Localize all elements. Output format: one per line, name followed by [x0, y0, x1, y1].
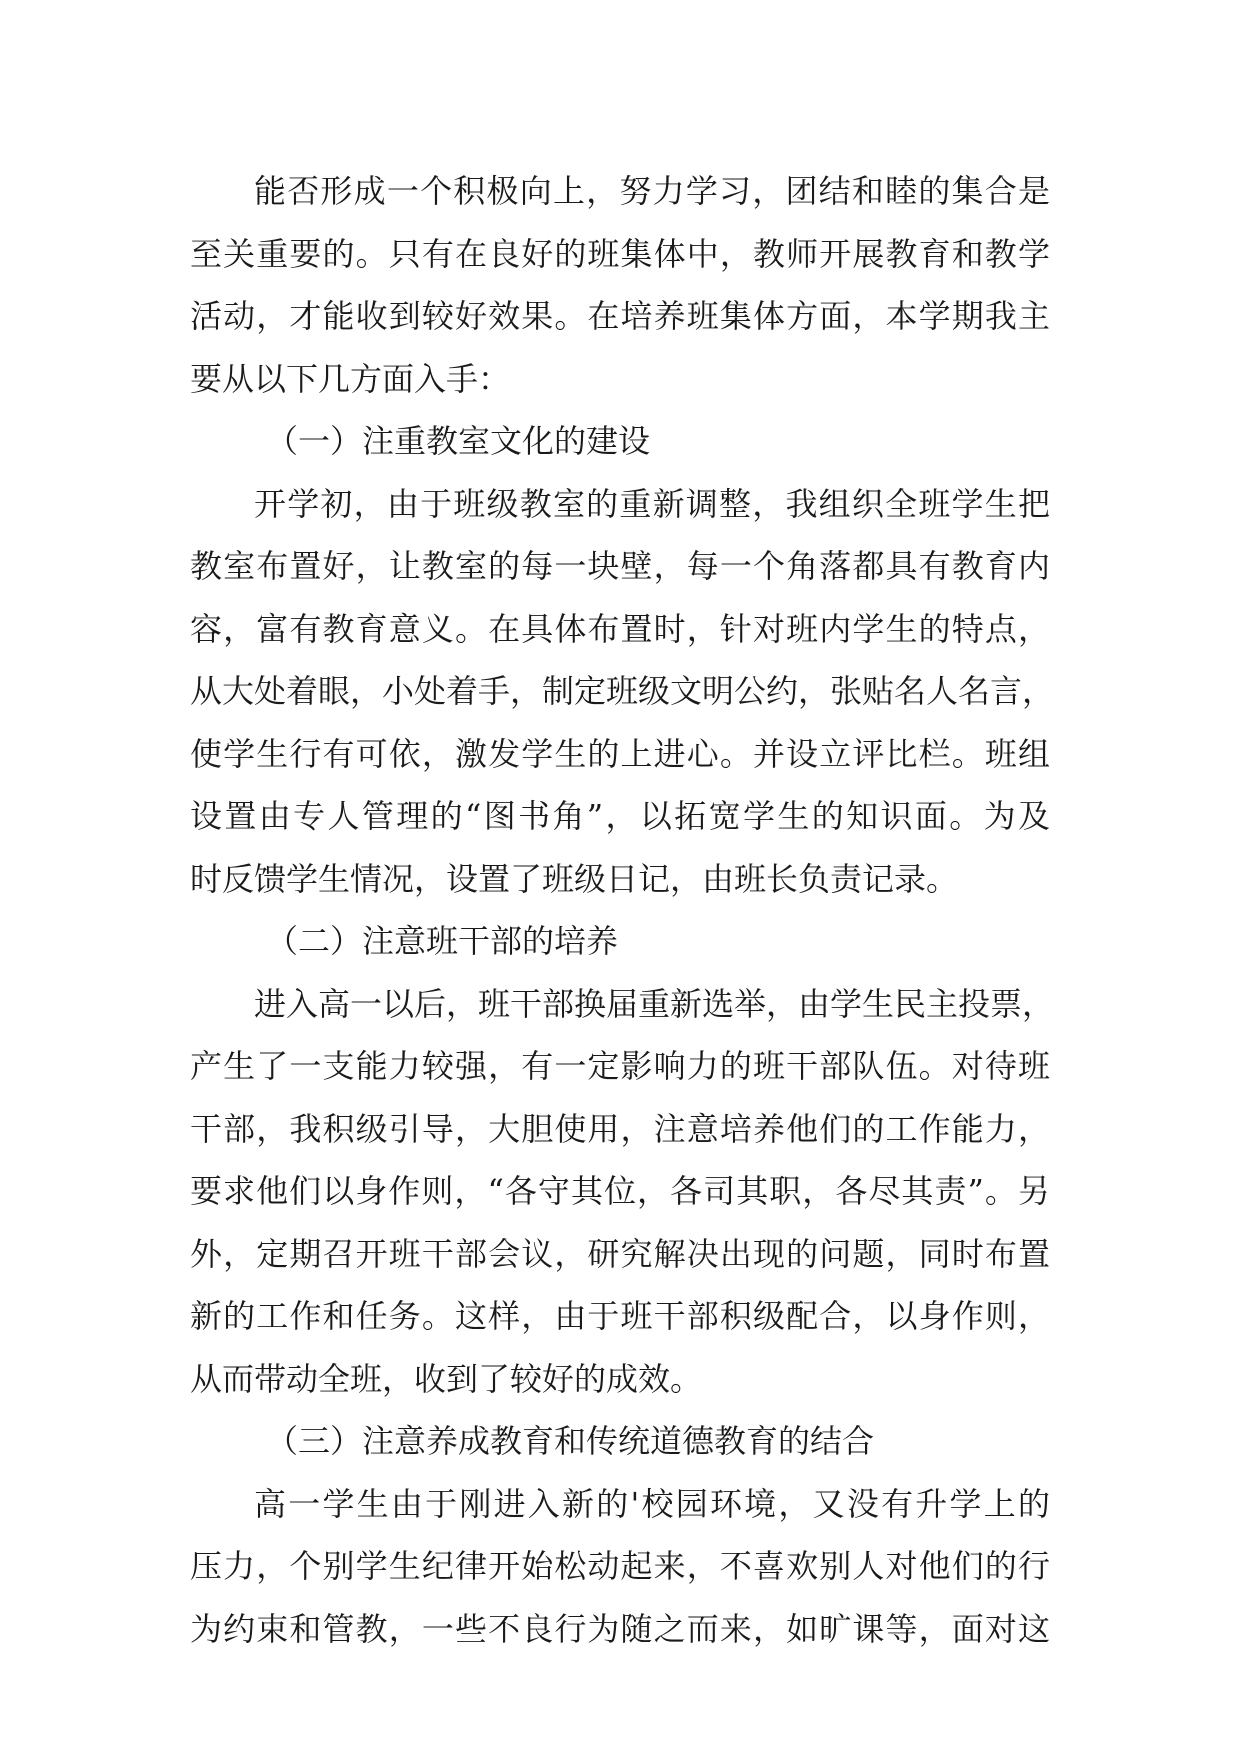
- section-heading: （三）注意养成教育和传统道德教育的结合: [266, 1422, 875, 1460]
- text-line: 为约束和管教，一些不良行为随之而来，如旷课等，面对这: [190, 1609, 1050, 1648]
- section-heading: （二）注意班干部的培养: [266, 922, 619, 960]
- text-line: 活动，才能收到较好效果。在培养班集体方面，本学期我主: [190, 297, 1050, 335]
- text-line: 能否形成一个积极向上，努力学习，团结和睦的集合是: [254, 172, 1050, 210]
- text-line: 开学初，由于班级教室的重新调整，我组织全班学生把: [254, 484, 1050, 523]
- text-line: 干部，我积级引导，大胆使用，注意培养他们的工作能力，: [190, 1109, 1050, 1148]
- text-line: 时反馈学生情况，设置了班级日记，由班长负责记录。: [190, 859, 959, 898]
- text-line: 至关重要的。只有在良好的班集体中，教师开展教育和教学: [190, 234, 1050, 273]
- text-line: 教室布置好，让教室的每一块壁，每一个角落都具有教育内: [190, 547, 1050, 585]
- document-body: [190, 160, 1055, 1660]
- text-line: 产生了一支能力较强，有一定影响力的班干部队伍。对待班: [190, 1047, 1050, 1085]
- text-line: 压力，个别学生纪律开始松动起来，不喜欢别人对他们的行: [190, 1547, 1050, 1585]
- text-line: 容，富有教育意义。在具体布置时，针对班内学生的特点，: [190, 609, 1050, 648]
- text-line: 高一学生由于刚进入新的'校园环境，又没有升学上的: [254, 1484, 1050, 1523]
- text-line: 进入高一以后，班干部换届重新选举，由学生民主投票，: [254, 984, 1055, 1023]
- text-line: 从大处着眼，小处着手，制定班级文明公约，张贴名人名言，: [190, 672, 1055, 710]
- text-line: 新的工作和任务。这样，由于班干部积级配合，以身作则，: [190, 1297, 1050, 1335]
- text-line: 设置由专人管理的“图书角”，以拓宽学生的知识面。为及: [190, 797, 1050, 835]
- section-heading: （一）注重教室文化的建设: [266, 422, 651, 460]
- text-line: 外，定期召开班干部会议，研究解决出现的问题，同时布置: [190, 1234, 1050, 1273]
- text-line: 从而带动全班，收到了较好的成效。: [190, 1359, 703, 1398]
- text-line: 要求他们以身作则，“各守其位，各司其职，各尽其责”。另: [190, 1172, 1050, 1210]
- text-line: 使学生行有可依，激发学生的上进心。并设立评比栏。班组: [190, 734, 1050, 773]
- text-line: 要从以下几方面入手：: [190, 359, 511, 398]
